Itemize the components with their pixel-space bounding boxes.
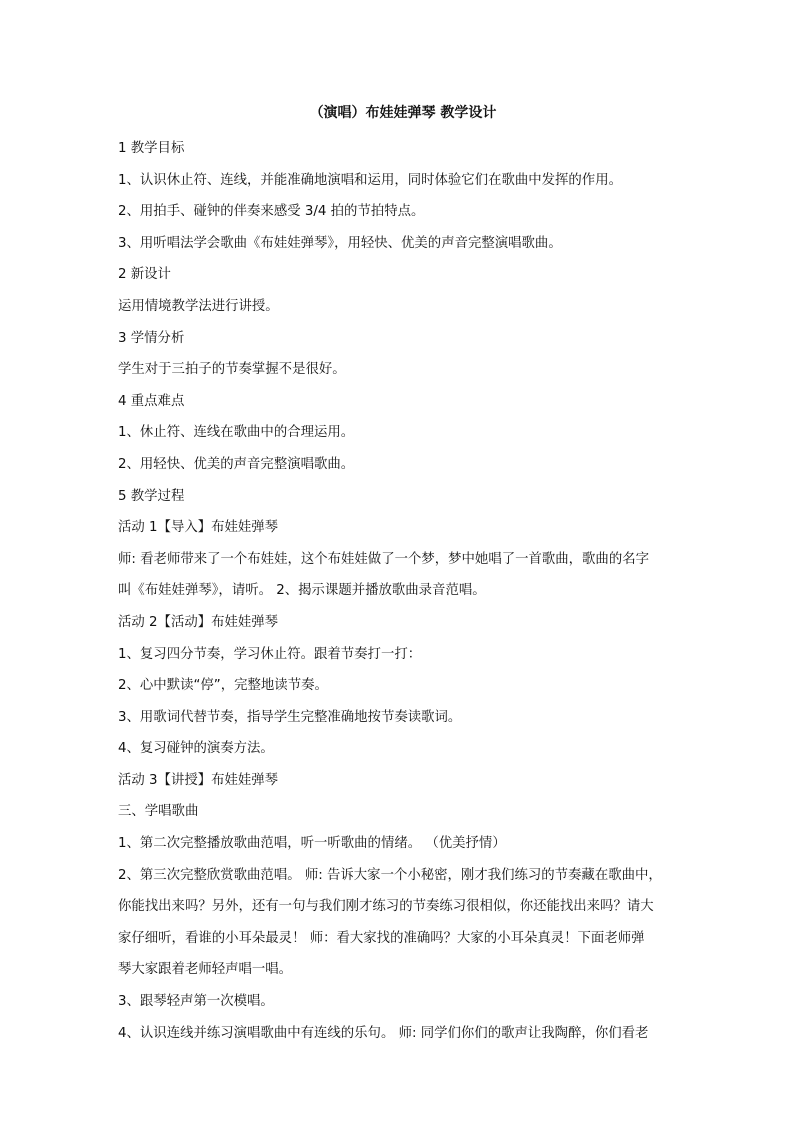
paragraph-ties: [118, 1018, 678, 1050]
text-line: 1、休止符、连线在歌曲中的合理运用。: [118, 425, 355, 441]
text-line: 1、认识休止符、连线，并能准确地演唱和运用，同时体验它们在歌曲中发挥的作用。: [118, 172, 622, 188]
text-line: 2、用拍手、碰钟的伴奏来感受 3/4 拍的节拍特点。: [118, 204, 425, 220]
text-line: 3、用听唱法学会歌曲《布娃娃弹琴》，用轻快、优美的声音完整演唱歌曲。: [118, 235, 562, 251]
paragraph-row: 4、认识连线并练习演唱歌曲中有连线的乐句。 师: 同学们你们的歌声让我陶醉，你们看老: [118, 1025, 649, 1041]
paragraph-row: 师: 看老师带来了一个布娃娃，这个布娃娃做了一个梦，梦中她唱了一首歌曲，歌曲的名字: [118, 551, 649, 567]
text-line: 运用情境教学法进行讲授。: [118, 298, 279, 314]
text-line: 1、复习四分节奏，学习休止符。跟着节奏打一打：: [118, 646, 422, 662]
section-heading-key-points: 4 重点难点: [118, 393, 185, 409]
activity-heading: 活动 2【活动】布娃娃弹琴: [118, 614, 279, 630]
text-line: 2、用轻快、优美的声音完整演唱歌曲。: [118, 456, 355, 472]
paragraph-row: 2、第三次完整欣赏歌曲范唱。 师: 告诉大家一个小秘密，刚才我们练习的节奏藏在歌曲中，: [118, 867, 662, 883]
paragraph-listening: [118, 860, 678, 986]
section-heading-analysis: 3 学情分析: [118, 330, 185, 346]
text-line: 学生对于三拍子的节奏掌握不是很好。: [118, 362, 346, 378]
document-page: [118, 103, 678, 1049]
section-heading-objectives: 1 教学目标: [118, 141, 185, 156]
paragraph-row: 你能找出来吗？另外，还有一句与我们刚才练习的节奏练习很相似，你还能找出来吗？请大: [118, 899, 654, 915]
section-heading-design: 2 新设计: [118, 267, 171, 283]
activity-heading: 活动 1【导入】布娃娃弹琴: [118, 520, 279, 536]
activity-heading: 活动 3【讲授】布娃娃弹琴: [118, 772, 279, 788]
text-line: 4、复习碰钟的演奏方法。: [118, 741, 274, 757]
section-heading-process: 5 教学过程: [118, 488, 185, 504]
paragraph-row: 琴大家跟着老师轻声唱一唱。: [118, 962, 293, 978]
text-line: 2、心中默读“停”，完整地读节奏。: [118, 678, 328, 694]
paragraph-intro: [118, 544, 678, 607]
paragraph-row: 家仔细听，看谁的小耳朵最灵！ 师：看大家找的准确吗？大家的小耳朵真灵！下面老师弹: [118, 930, 645, 946]
paragraph-row: 叫《布娃娃弹琴》，请听。 2、揭示课题并播放歌曲录音范唱。: [118, 583, 486, 599]
text-line: 3、用歌词代替节奏，指导学生完整准确地按节奏读歌词。: [118, 709, 462, 725]
text-line: 3、跟琴轻声第一次模唱。: [118, 994, 274, 1010]
document-title: （演唱）布娃娃弹琴 教学设计: [309, 105, 497, 121]
subsection-heading: 三、学唱歌曲: [118, 804, 199, 820]
text-line: 1、第二次完整播放歌曲范唱，听一听歌曲的情绪。 （优美抒情）: [118, 836, 506, 852]
